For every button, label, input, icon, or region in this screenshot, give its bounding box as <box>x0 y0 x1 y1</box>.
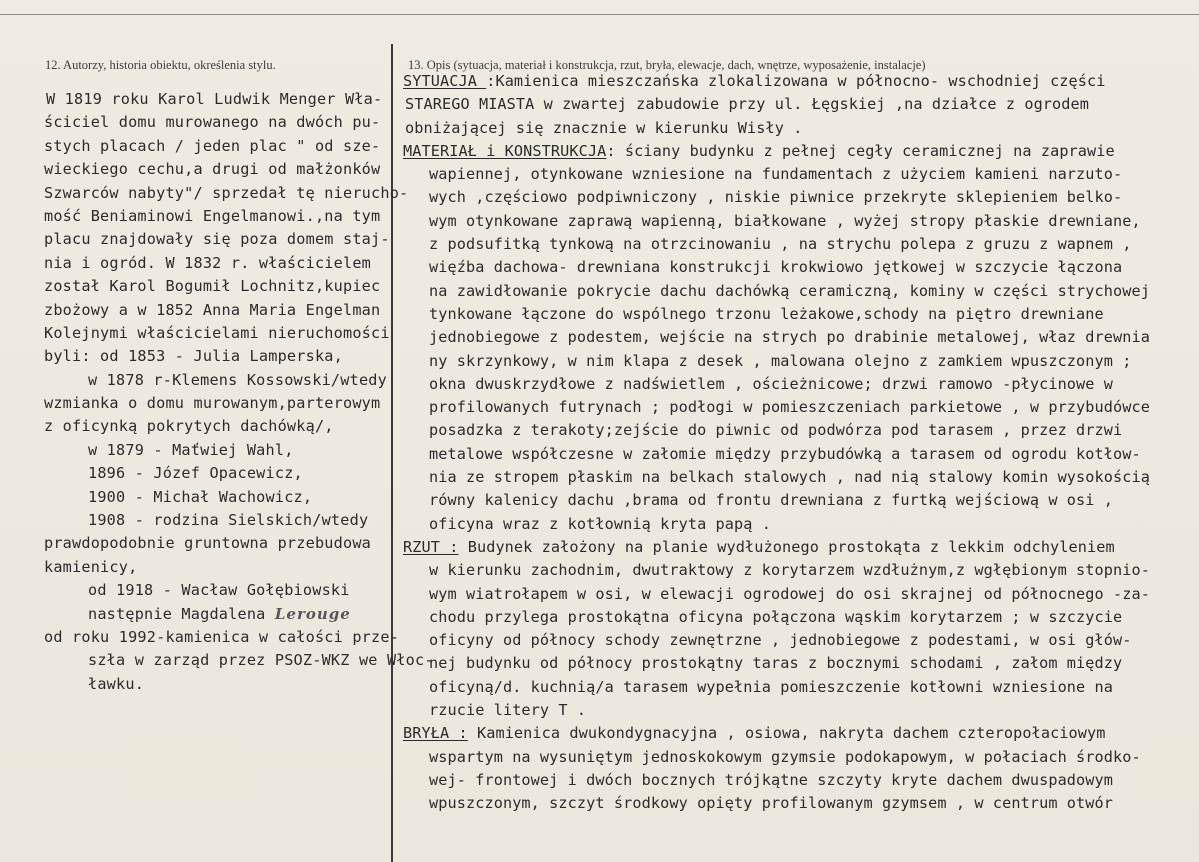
text-line: metalowe współczesne w załomie między przybudówką a tarasem od ogrodu kotłow- <box>429 444 1141 463</box>
section-label: RZUT : <box>403 537 459 556</box>
text-line: obniżającej się znacznie w kierunku Wisły . <box>405 118 803 137</box>
text-line: prawdopodobnie gruntowna przebudowa <box>44 534 372 553</box>
right-column-header: 13. Opis (sytuacja, materiał i konstrukcja, rzut, bryła, elewacje, dach, wnętrze, wyposażenie, instalacje) <box>408 58 926 72</box>
top-divider <box>0 14 1199 15</box>
text-line: z podsufitką tynkową na otrzcinowaniu , na strychu polepa z gruzu z wapnem , <box>429 235 1132 254</box>
text-line: 1896 - Józef Opacewicz, <box>88 464 303 483</box>
text-line: 1900 - Michał Wachowicz, <box>88 487 313 506</box>
text-line: stych placach / jeden plac " od sze- <box>44 136 381 155</box>
text-line: jednobiegowe z podestem, wejście na strych po drabinie metalowej, właz drewnia <box>429 328 1151 347</box>
text-line: MATERIAŁ i KONSTRUKCJA: ściany budynku z pełnej cegły ceramicznej na zaprawie <box>403 141 1115 160</box>
section-label: SYTUACJA <box>403 72 487 90</box>
text-line: od 1918 - Wacław Gołębiowski <box>88 581 350 600</box>
text-line: W 1819 roku Karol Ludwik Menger Wła- <box>46 90 383 108</box>
text-line: w 1878 r-Klemens Kossowski/wtedy <box>88 370 387 389</box>
text-line: oficyny od północy schody zewnętrzne , jednobiegowe z podestami, w osi głów- <box>429 631 1132 650</box>
text-line: 1908 - rodzina Sielskich/wtedy <box>88 511 369 530</box>
text-line: oficyna wraz z kotłownią kryta papą . <box>429 514 772 533</box>
handwritten-name: Lerouge <box>274 604 351 623</box>
text-line: placu znajdowały się poza domem staj- <box>44 230 390 249</box>
text-line: chodu przylega prostokątna oficyna połączona wąskim korytarzem ; w szczycie <box>429 607 1123 626</box>
text-line: profilowanych futrynach ; podłogi w pomieszczeniach parkietowe , w przybudówce <box>429 398 1151 417</box>
text-line: równy kalenicy dachu ,brama od frontu drewniana z furtką wejściową w osi , <box>429 491 1114 510</box>
text-line: STAREGO MIASTA w zwartej zabudowie przy ul. Łęgskiej ,na działce z ogrodem <box>405 95 1090 114</box>
left-column-header: 12. Autorzy, historia obiektu, określenia stylu. <box>45 58 276 72</box>
left-column-text <box>44 88 434 696</box>
text-line: szła w zarząd przez PSOZ-WKZ we Włoc- <box>88 651 434 670</box>
text-line: nej budynku od północy prostokątny taras z bocznymi schodami , załom między <box>429 654 1123 673</box>
section-label: MATERIAŁ i KONSTRUKCJA <box>403 141 607 160</box>
text-line: wspartym na wysuniętym jednoskokowym gzymsie podokapowym, w połaciach środko- <box>429 747 1141 766</box>
text-line: w 1879 - Maťwiej Wahl, <box>88 440 294 459</box>
text-line: wym otynkowane zaprawą wapienną, białkowane , wyżej stropy płaskie drewniane, <box>429 211 1141 230</box>
text-line: wej- frontowej i dwóch bocznych trójkątne szczyty kryte dachem dwuspadowym <box>429 770 1114 789</box>
text-line: więźba dachowa- drewniana konstrukcji krokwiowo jętkowej w szczycie łączona <box>429 258 1123 277</box>
section-label: BRYŁA : <box>403 724 468 743</box>
text-line: Kolejnymi właścicielami nieruchomości <box>44 323 390 342</box>
text-line: ny skrzynkowy, w nim klapa z desek , malowana olejno z zamkiem wpuszczonym ; <box>429 351 1132 370</box>
text-line: z oficynką pokrytych dachówką/, <box>44 417 334 436</box>
text-line: ławku. <box>88 674 145 693</box>
text-line: wieckiego cechu,a drugi od małżonków <box>44 160 381 179</box>
text-line: został Karol Bogumił Lochnitz,kupiec <box>44 277 381 296</box>
text-line: SYTUACJA :Kamienica mieszczańska zlokalizowana w północno- wschodniej części <box>403 72 1106 90</box>
text-line: nia ze stropem płaskim na belkach stalowych , nad nią stalowy komin wysokością <box>429 468 1151 487</box>
text-line: kamienicy, <box>44 557 138 576</box>
text-line: od roku 1992-kamienica w całości prze- <box>44 627 400 646</box>
text-line: posadzka z terakoty;zejście do piwnic od podwórza pod tarasem , przez drzwi <box>429 421 1123 440</box>
text-line: następnie Magdalena Lerouge <box>88 604 351 623</box>
text-line: okna dwuskrzydłowe z nadświetlem , ościeżnicowe; drzwi ramowo -płycinowe w <box>429 374 1114 393</box>
text-line: ściciel domu murowanego na dwóch pu- <box>44 113 381 132</box>
text-line: mość Beniaminowi Engelmanowi.,na tym <box>44 206 381 225</box>
right-column-text <box>403 70 1150 816</box>
text-line: RZUT : Budynek założony na planie wydłużonego prostokąta z lekkim odchyleniem <box>403 537 1115 556</box>
text-line: tynkowane łączone do wspólnego trzonu leżakowe,schody na piętro drewniane <box>429 304 1104 323</box>
text-line: nia i ogród. W 1832 r. właścicielem <box>44 253 372 272</box>
text-line: wapiennej, otynkowane wzniesione na fundamentach z użyciem kamieni narzuto- <box>429 165 1123 184</box>
text-line: na zawidłowanie pokrycie dachu dachówką ceramiczną, kominy w części strychowej <box>429 281 1151 300</box>
text-line: oficyną/d. kuchnią/a tarasem wypełnia pomieszczenie kotłowni wzniesione na <box>429 677 1114 696</box>
text-line: byli: od 1853 - Julia Lamperska, <box>44 347 343 366</box>
text-line: w kierunku zachodnim, dwutraktowy z korytarzem wzdłużnym,z wgłębionym stopnio- <box>429 561 1151 580</box>
text-line: Szwarców nabyty"/ sprzedał tę nierucho- <box>44 183 409 202</box>
text-line: wych ,częściowo podpiwniczony , niskie piwnice przekryte sklepieniem belko- <box>429 188 1123 207</box>
text-line: wpuszczonym, szczyt środkowy opięty profilowanym gzymsem , w centrum otwór <box>429 794 1114 813</box>
text-line: wym wiatrołapem w osi, w elewacji ogrodowej do osi skrajnej od północnego -za- <box>429 584 1151 603</box>
text-line: wzmianka o domu murowanym,parterowym <box>44 394 381 413</box>
text-line: zbożowy a w 1852 Anna Maria Engelman <box>44 300 381 319</box>
text-line: BRYŁA : Kamienica dwukondygnacyjna , osiowa, nakryta dachem czteropołaciowym <box>403 724 1106 743</box>
text-line: rzucie litery T . <box>429 701 587 720</box>
